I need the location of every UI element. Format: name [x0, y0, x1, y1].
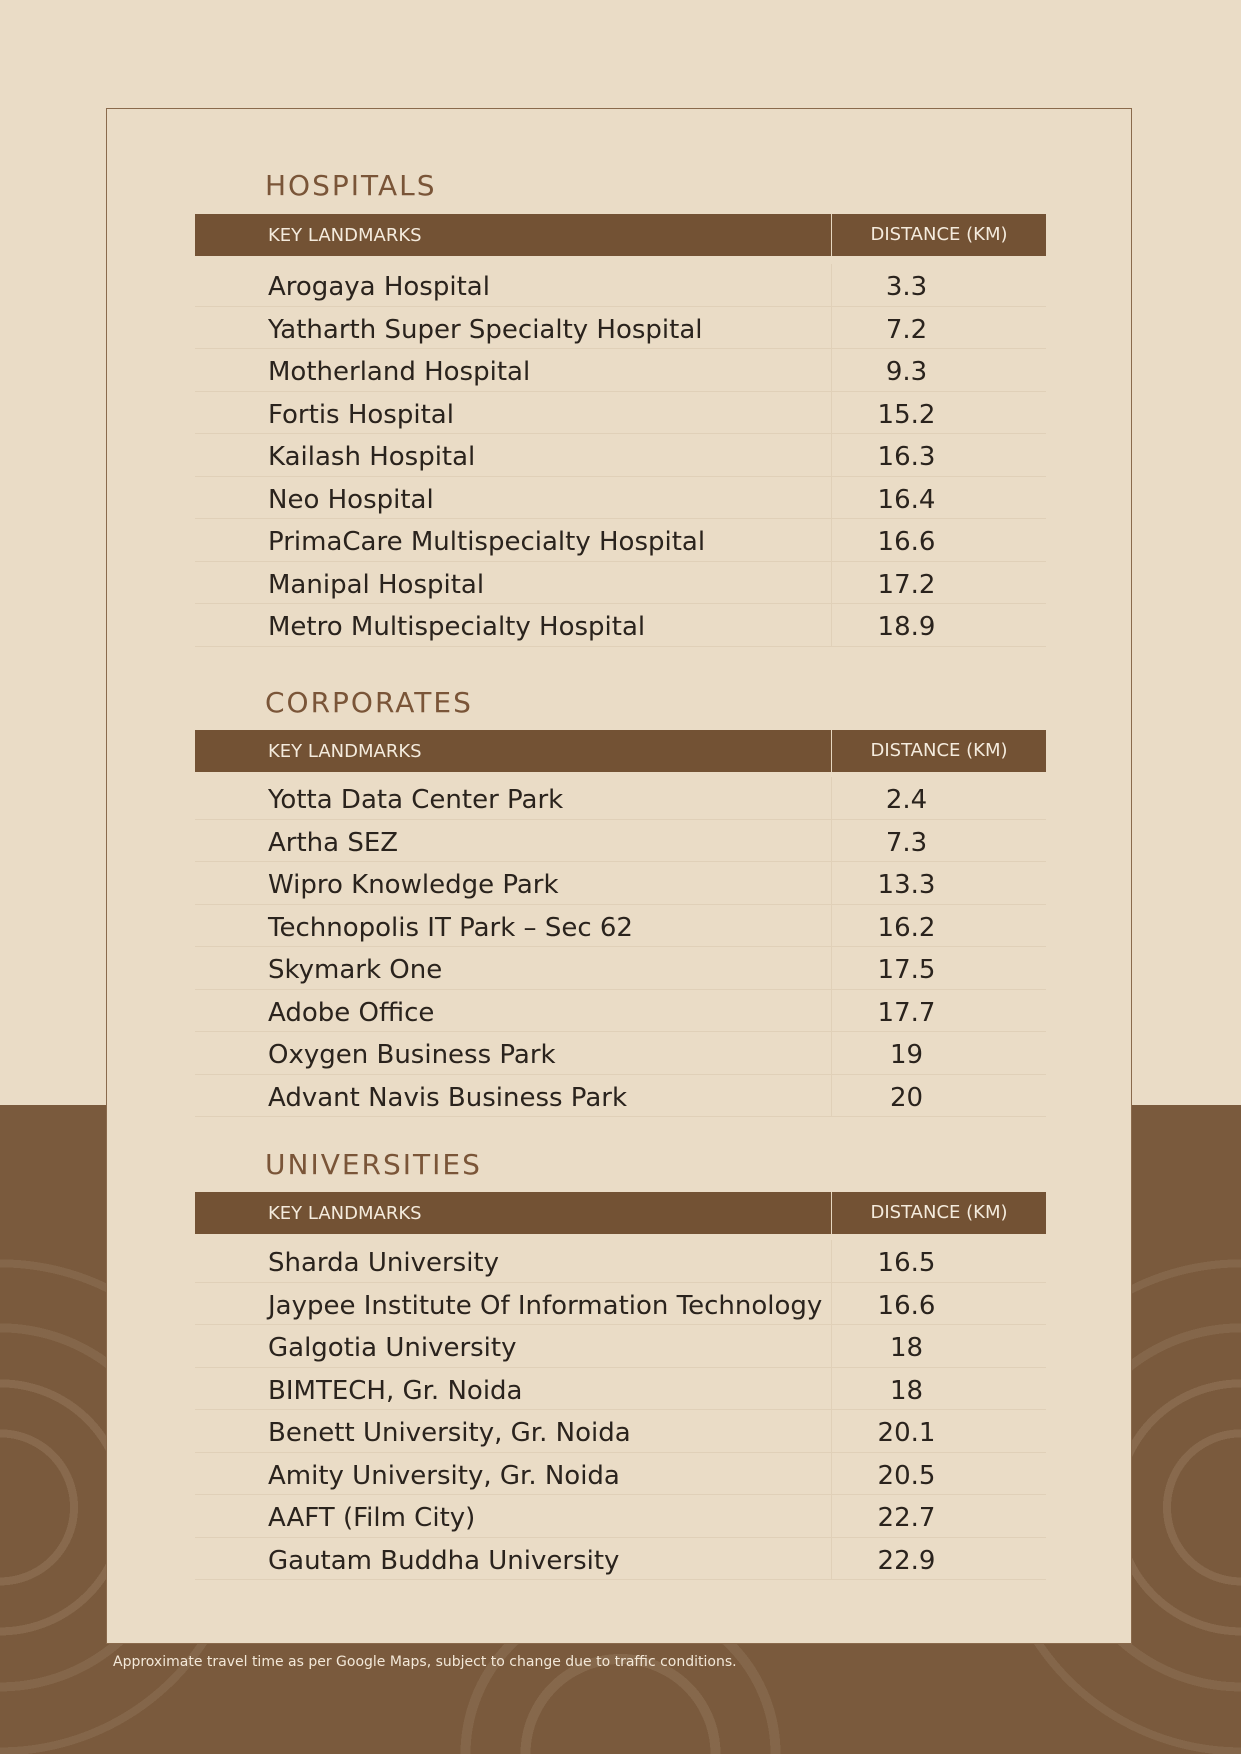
table-row	[195, 477, 1046, 520]
landmark-distance: 13.3	[831, 862, 981, 904]
landmark-distance: 18	[831, 1368, 981, 1410]
table-row	[195, 1410, 1046, 1453]
col-distance: DISTANCE (KM)	[831, 1192, 1046, 1234]
landmark-distance: 17.2	[831, 562, 981, 604]
universities-table-body	[195, 1240, 1046, 1580]
landmark-name: Artha SEZ	[268, 827, 399, 858]
landmark-name: Metro Multispecialty Hospital	[268, 612, 646, 642]
table-row	[195, 820, 1046, 863]
col-key-landmarks: KEY LANDMARKS	[268, 1203, 422, 1224]
table-row	[195, 349, 1046, 392]
landmark-distance: 20.5	[831, 1453, 981, 1495]
table-row	[195, 862, 1046, 905]
table-row	[195, 1283, 1046, 1326]
corporates-table-body	[195, 777, 1046, 1117]
landmark-name: Gautam Buddha University	[268, 1545, 620, 1576]
landmark-distance: 16.5	[831, 1240, 981, 1282]
table-row	[195, 777, 1046, 820]
hospitals-table-body	[195, 264, 1046, 647]
table-row	[195, 1495, 1046, 1538]
universities-title: UNIVERSITIES	[265, 1148, 482, 1181]
landmark-name: Jaypee Institute Of Information Technology	[268, 1290, 823, 1321]
landmark-distance: 22.7	[831, 1495, 981, 1537]
landmark-distance: 17.7	[831, 990, 981, 1032]
landmark-name: Yatharth Super Specialty Hospital	[268, 314, 703, 345]
landmark-distance: 2.4	[831, 777, 981, 819]
landmark-distance: 22.9	[831, 1538, 981, 1580]
hospitals-table-header	[195, 214, 1046, 256]
landmark-distance: 9.3	[831, 349, 981, 391]
table-row	[195, 990, 1046, 1033]
corporates-table-header	[195, 730, 1046, 772]
landmark-name: PrimaCare Multispecialty Hospital	[268, 527, 706, 557]
landmark-distance: 15.2	[831, 392, 981, 434]
landmark-name: Fortis Hospital	[268, 399, 454, 430]
landmark-name: Kailash Hospital	[268, 442, 476, 472]
col-key-landmarks: KEY LANDMARKS	[268, 741, 422, 762]
table-row	[195, 947, 1046, 990]
table-row	[195, 1032, 1046, 1075]
table-row	[195, 1368, 1046, 1411]
table-row	[195, 562, 1046, 605]
landmark-name: Wipro Knowledge Park	[268, 870, 559, 900]
table-row	[195, 307, 1046, 350]
landmark-distance: 18.9	[831, 604, 981, 646]
landmark-distance: 19	[831, 1032, 981, 1074]
landmark-name: Technopolis IT Park – Sec 62	[268, 912, 633, 943]
landmark-distance: 17.5	[831, 947, 981, 989]
landmark-distance: 3.3	[831, 264, 981, 306]
landmark-name: Oxygen Business Park	[268, 1040, 556, 1070]
landmark-name: Neo Hospital	[268, 484, 434, 515]
landmark-name: BIMTECH, Gr. Noida	[268, 1375, 523, 1406]
landmark-distance: 16.3	[831, 434, 981, 476]
table-row	[195, 604, 1046, 647]
landmark-name: Motherland Hospital	[268, 357, 531, 387]
table-row	[195, 264, 1046, 307]
universities-table-header	[195, 1192, 1046, 1234]
landmark-distance: 18	[831, 1325, 981, 1367]
table-row	[195, 434, 1046, 477]
landmark-name: Benett University, Gr. Noida	[268, 1418, 631, 1448]
landmark-name: Sharda University	[268, 1248, 500, 1278]
col-key-landmarks: KEY LANDMARKS	[268, 225, 422, 246]
landmark-distance: 16.6	[831, 1283, 981, 1325]
landmark-distance: 20	[831, 1075, 981, 1117]
landmark-name: Arogaya Hospital	[268, 272, 490, 302]
landmark-distance: 20.1	[831, 1410, 981, 1452]
hospitals-title: HOSPITALS	[265, 169, 437, 202]
landmark-distance: 7.2	[831, 307, 981, 349]
landmark-name: Advant Navis Business Park	[268, 1082, 627, 1113]
footnote: Approximate travel time as per Google Maps, subject to change due to traffic conditions.	[113, 1654, 737, 1670]
table-row	[195, 1240, 1046, 1283]
corporates-title: CORPORATES	[265, 686, 473, 719]
table-row	[195, 1538, 1046, 1581]
col-distance: DISTANCE (KM)	[831, 214, 1046, 256]
landmark-name: Amity University, Gr. Noida	[268, 1460, 620, 1491]
landmark-distance: 16.4	[831, 477, 981, 519]
table-row	[195, 519, 1046, 562]
landmark-name: Yotta Data Center Park	[268, 785, 564, 815]
landmark-name: Galgotia University	[268, 1333, 517, 1363]
table-row	[195, 1075, 1046, 1118]
table-row	[195, 905, 1046, 948]
landmark-distance: 16.2	[831, 905, 981, 947]
table-row	[195, 1453, 1046, 1496]
landmark-name: AAFT (Film City)	[268, 1503, 476, 1533]
table-row	[195, 1325, 1046, 1368]
landmark-distance: 16.6	[831, 519, 981, 561]
landmark-name: Skymark One	[268, 955, 443, 985]
table-row	[195, 392, 1046, 435]
landmark-name: Manipal Hospital	[268, 569, 485, 600]
landmark-name: Adobe Office	[268, 997, 435, 1028]
landmark-distance: 7.3	[831, 820, 981, 862]
col-distance: DISTANCE (KM)	[831, 730, 1046, 772]
